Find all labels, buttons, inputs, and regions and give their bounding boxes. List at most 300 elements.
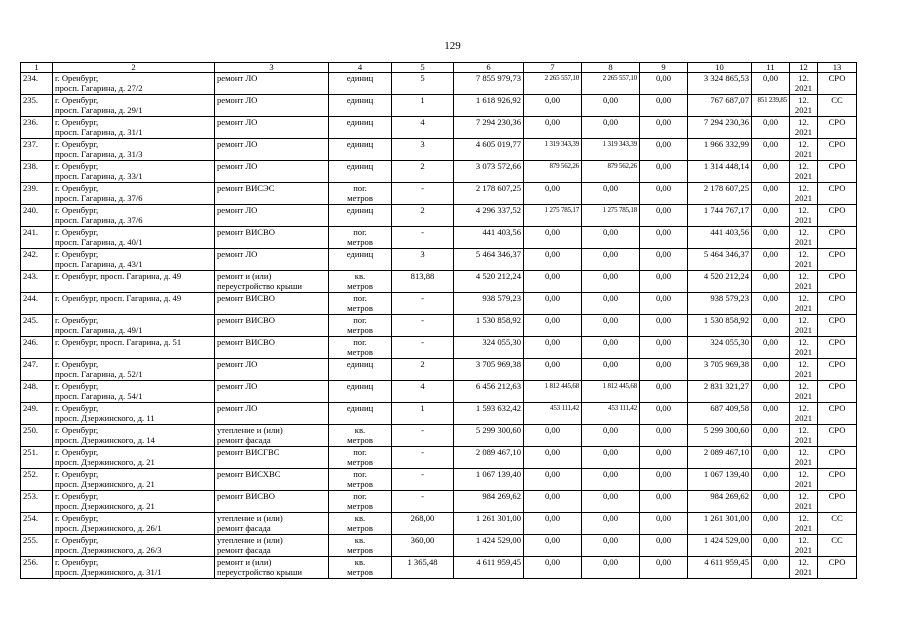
fund-cell-10: 441 403,56 <box>688 227 752 249</box>
work-line: ремонт ЛО <box>217 161 258 171</box>
work-type-cell <box>215 447 329 469</box>
unit-cell <box>329 381 392 403</box>
unit-line: метров <box>347 457 373 467</box>
fund-cell-11: 0,00 <box>752 205 790 227</box>
quantity-cell: - <box>392 447 454 469</box>
fund-cell-9: 0,00 <box>640 139 688 161</box>
date-line: 2021 <box>794 413 813 423</box>
date-line: 2021 <box>794 171 813 181</box>
method-cell: СРО <box>818 403 857 425</box>
date-line: 12. <box>798 249 809 259</box>
table-row <box>21 205 857 227</box>
total-cost-cell: 7 855 979,73 <box>454 73 524 95</box>
table-row <box>21 161 857 183</box>
fund-cell-8: 0,00 <box>582 337 640 359</box>
fund-cell-8: 0,00 <box>582 513 640 535</box>
work-type-cell <box>215 557 329 579</box>
date-line: 2021 <box>794 567 813 577</box>
fund-cell-10: 4 611 959,45 <box>688 557 752 579</box>
completion-date-cell <box>790 337 818 359</box>
fund-cell-7: 0,00 <box>524 513 582 535</box>
date-line: 2021 <box>794 325 813 335</box>
fund-cell-11: 0,00 <box>752 491 790 513</box>
work-line: ремонт фасада <box>217 435 271 445</box>
unit-cell <box>329 161 392 183</box>
unit-line: пог. <box>353 491 367 501</box>
unit-cell <box>329 183 392 205</box>
row-number-cell: 237. <box>21 139 53 161</box>
total-cost-cell: 4 611 959,45 <box>454 557 524 579</box>
unit-line: единиц <box>346 139 374 149</box>
fund-cell-7: 0,00 <box>524 469 582 491</box>
quantity-cell: 360,00 <box>392 535 454 557</box>
method-cell: СРО <box>818 337 857 359</box>
total-cost-cell: 324 055,30 <box>454 337 524 359</box>
table-row <box>21 227 857 249</box>
fund-cell-7: 453 111,42 <box>524 403 582 425</box>
fund-cell-8: 0,00 <box>582 491 640 513</box>
method-cell: СРО <box>818 469 857 491</box>
addr-line: просп. Гагарина, д. 43/1 <box>55 259 143 269</box>
fund-cell-11: 0,00 <box>752 403 790 425</box>
table-row <box>21 425 857 447</box>
column-header: 3 <box>215 63 329 73</box>
fund-cell-10: 4 520 212,24 <box>688 271 752 293</box>
unit-line: метров <box>347 347 373 357</box>
fund-cell-11: 0,00 <box>752 139 790 161</box>
work-line: ремонт ВИСВО <box>217 491 275 501</box>
unit-cell <box>329 491 392 513</box>
column-header: 10 <box>688 63 752 73</box>
work-type-cell <box>215 535 329 557</box>
row-number-cell: 244. <box>21 293 53 315</box>
work-line: утепление и (или) <box>217 513 283 523</box>
unit-cell <box>329 403 392 425</box>
method-cell: СРО <box>818 249 857 271</box>
row-number-cell: 247. <box>21 359 53 381</box>
date-line: 12. <box>798 425 809 435</box>
fund-cell-7: 0,00 <box>524 315 582 337</box>
address-cell <box>53 315 215 337</box>
unit-cell <box>329 337 392 359</box>
fund-cell-10: 687 409,58 <box>688 403 752 425</box>
addr-line: г. Оренбург, <box>55 315 99 325</box>
table-row <box>21 271 857 293</box>
method-cell: СРО <box>818 425 857 447</box>
fund-cell-9: 0,00 <box>640 315 688 337</box>
addr-line: г. Оренбург, <box>55 447 99 457</box>
addr-line: г. Оренбург, <box>55 403 99 413</box>
fund-cell-11: 0,00 <box>752 535 790 557</box>
fund-cell-8: 0,00 <box>582 359 640 381</box>
addr-line: просп. Гагарина, д. 33/1 <box>55 171 143 181</box>
unit-cell <box>329 513 392 535</box>
address-cell <box>53 403 215 425</box>
work-type-cell <box>215 381 329 403</box>
table-row <box>21 513 857 535</box>
address-cell <box>53 425 215 447</box>
date-line: 12. <box>798 491 809 501</box>
work-type-cell <box>215 403 329 425</box>
table-row <box>21 381 857 403</box>
quantity-cell: 3 <box>392 139 454 161</box>
work-type-cell <box>215 117 329 139</box>
completion-date-cell <box>790 403 818 425</box>
completion-date-cell <box>790 271 818 293</box>
addr-line: г. Оренбург, <box>55 139 99 149</box>
table-row <box>21 183 857 205</box>
fund-cell-7: 0,00 <box>524 337 582 359</box>
completion-date-cell <box>790 227 818 249</box>
fund-cell-10: 938 579,23 <box>688 293 752 315</box>
work-type-cell <box>215 73 329 95</box>
table-row <box>21 139 857 161</box>
fund-cell-9: 0,00 <box>640 293 688 315</box>
date-line: 12. <box>798 117 809 127</box>
unit-line: единиц <box>346 161 374 171</box>
method-cell: СРО <box>818 73 857 95</box>
completion-date-cell <box>790 205 818 227</box>
row-number-cell: 246. <box>21 337 53 359</box>
date-line: 2021 <box>794 303 813 313</box>
fund-cell-11: 0,00 <box>752 73 790 95</box>
date-line: 12. <box>798 183 809 193</box>
quantity-cell: - <box>392 183 454 205</box>
fund-cell-11: 0,00 <box>752 447 790 469</box>
work-type-cell <box>215 359 329 381</box>
unit-cell <box>329 359 392 381</box>
addr-line: просп. Дзержинского, д. 31/1 <box>55 567 162 577</box>
addr-line: г. Оренбург, <box>55 535 99 545</box>
fund-cell-8: 0,00 <box>582 117 640 139</box>
quantity-cell: - <box>392 293 454 315</box>
total-cost-cell: 4 605 019,77 <box>454 139 524 161</box>
total-cost-cell: 4 520 212,24 <box>454 271 524 293</box>
date-line: 12. <box>798 513 809 523</box>
fund-cell-9: 0,00 <box>640 469 688 491</box>
quantity-cell: - <box>392 227 454 249</box>
method-cell: СРО <box>818 491 857 513</box>
completion-date-cell <box>790 447 818 469</box>
work-type-cell <box>215 139 329 161</box>
table-row <box>21 337 857 359</box>
unit-cell <box>329 425 392 447</box>
unit-line: пог. <box>353 227 367 237</box>
unit-cell <box>329 315 392 337</box>
fund-cell-9: 0,00 <box>640 337 688 359</box>
work-line: ремонт ВИСВО <box>217 315 275 325</box>
fund-cell-8: 0,00 <box>582 95 640 117</box>
fund-cell-10: 7 294 230,36 <box>688 117 752 139</box>
fund-cell-7: 0,00 <box>524 557 582 579</box>
quantity-cell: 4 <box>392 117 454 139</box>
fund-cell-7: 0,00 <box>524 117 582 139</box>
date-line: 12. <box>798 95 809 105</box>
method-cell: СРО <box>818 183 857 205</box>
work-line: ремонт ВИСХВС <box>217 469 281 479</box>
completion-date-cell <box>790 293 818 315</box>
fund-cell-7: 879 562,26 <box>524 161 582 183</box>
total-cost-cell: 7 294 230,36 <box>454 117 524 139</box>
fund-cell-9: 0,00 <box>640 557 688 579</box>
quantity-cell: 2 <box>392 161 454 183</box>
fund-cell-7: 0,00 <box>524 447 582 469</box>
addr-line: просп. Дзержинского, д. 26/1 <box>55 523 162 533</box>
address-cell <box>53 117 215 139</box>
row-number-cell: 254. <box>21 513 53 535</box>
fund-cell-7: 0,00 <box>524 359 582 381</box>
row-number-cell: 234. <box>21 73 53 95</box>
table-row <box>21 315 857 337</box>
fund-cell-10: 1 966 332,99 <box>688 139 752 161</box>
fund-cell-11: 0,00 <box>752 557 790 579</box>
row-number-cell: 242. <box>21 249 53 271</box>
completion-date-cell <box>790 73 818 95</box>
address-cell <box>53 227 215 249</box>
fund-cell-7: 0,00 <box>524 535 582 557</box>
fund-cell-7: 0,00 <box>524 95 582 117</box>
completion-date-cell <box>790 359 818 381</box>
fund-cell-7: 0,00 <box>524 183 582 205</box>
fund-cell-9: 0,00 <box>640 491 688 513</box>
addr-line: просп. Дзержинского, д. 11 <box>55 413 155 423</box>
work-line: ремонт ВИСВО <box>217 337 275 347</box>
address-cell <box>53 535 215 557</box>
date-line: 12. <box>798 447 809 457</box>
addr-line: г. Оренбург, <box>55 205 99 215</box>
unit-cell <box>329 227 392 249</box>
fund-cell-8: 0,00 <box>582 425 640 447</box>
fund-cell-10: 984 269,62 <box>688 491 752 513</box>
completion-date-cell <box>790 425 818 447</box>
row-number-cell: 239. <box>21 183 53 205</box>
quantity-cell: 2 <box>392 359 454 381</box>
date-line: 12. <box>798 73 809 83</box>
unit-cell <box>329 557 392 579</box>
fund-cell-9: 0,00 <box>640 271 688 293</box>
unit-line: метров <box>347 523 373 533</box>
addr-line: просп. Гагарина, д. 27/2 <box>55 83 143 93</box>
quantity-cell: 1 <box>392 403 454 425</box>
column-header: 8 <box>582 63 640 73</box>
total-cost-cell: 4 296 337,52 <box>454 205 524 227</box>
fund-cell-7: 0,00 <box>524 491 582 513</box>
addr-line: г. Оренбург, <box>55 513 99 523</box>
date-line: 2021 <box>794 105 813 115</box>
quantity-cell: 4 <box>392 381 454 403</box>
fund-cell-9: 0,00 <box>640 425 688 447</box>
fund-cell-7: 0,00 <box>524 293 582 315</box>
total-cost-cell: 6 456 212,63 <box>454 381 524 403</box>
fund-cell-11: 0,00 <box>752 249 790 271</box>
address-cell <box>53 73 215 95</box>
unit-line: кв. <box>354 535 366 545</box>
date-line: 2021 <box>794 83 813 93</box>
unit-cell <box>329 249 392 271</box>
fund-cell-9: 0,00 <box>640 161 688 183</box>
completion-date-cell <box>790 161 818 183</box>
table-row <box>21 535 857 557</box>
addr-line: просп. Гагарина, д. 49/1 <box>55 325 143 335</box>
work-line: ремонт ЛО <box>217 381 258 391</box>
fund-cell-9: 0,00 <box>640 205 688 227</box>
work-line: утепление и (или) <box>217 535 283 545</box>
addr-line: просп. Гагарина, д. 37/6 <box>55 193 143 203</box>
quantity-cell: - <box>392 337 454 359</box>
addr-line: г. Оренбург, <box>55 227 99 237</box>
fund-cell-9: 0,00 <box>640 249 688 271</box>
method-cell: СРО <box>818 315 857 337</box>
fund-cell-9: 0,00 <box>640 447 688 469</box>
addr-line: просп. Гагарина, д. 29/1 <box>55 105 143 115</box>
date-line: 2021 <box>794 193 813 203</box>
fund-cell-9: 0,00 <box>640 73 688 95</box>
addr-line: просп. Дзержинского, д. 21 <box>55 457 155 467</box>
total-cost-cell: 5 299 300,60 <box>454 425 524 447</box>
work-type-cell <box>215 271 329 293</box>
addr-line: г. Оренбург, просп. Гагарина, д. 51 <box>55 337 182 347</box>
total-cost-cell: 938 579,23 <box>454 293 524 315</box>
unit-cell <box>329 469 392 491</box>
fund-cell-7: 1 319 343,39 <box>524 139 582 161</box>
unit-line: единиц <box>346 117 374 127</box>
address-cell <box>53 249 215 271</box>
fund-cell-11: 0,00 <box>752 425 790 447</box>
addr-line: просп. Гагарина, д. 31/3 <box>55 149 143 159</box>
address-cell <box>53 95 215 117</box>
addr-line: просп. Дзержинского, д. 21 <box>55 479 155 489</box>
fund-cell-9: 0,00 <box>640 381 688 403</box>
fund-cell-10: 5 299 300,60 <box>688 425 752 447</box>
unit-line: метров <box>347 281 373 291</box>
table-row <box>21 293 857 315</box>
row-number-cell: 249. <box>21 403 53 425</box>
addr-line: г. Оренбург, <box>55 183 99 193</box>
fund-cell-10: 2 089 467,10 <box>688 447 752 469</box>
date-line: 2021 <box>794 259 813 269</box>
addr-line: просп. Дзержинского, д. 21 <box>55 501 155 511</box>
column-header: 12 <box>790 63 818 73</box>
work-line: ремонт ЛО <box>217 205 258 215</box>
completion-date-cell <box>790 381 818 403</box>
work-type-cell <box>215 205 329 227</box>
work-line: ремонт ЛО <box>217 95 258 105</box>
fund-cell-11: 0,00 <box>752 359 790 381</box>
fund-cell-7: 0,00 <box>524 425 582 447</box>
completion-date-cell <box>790 249 818 271</box>
unit-cell <box>329 205 392 227</box>
quantity-cell: 3 <box>392 249 454 271</box>
unit-line: метров <box>347 303 373 313</box>
fund-cell-8: 0,00 <box>582 557 640 579</box>
fund-cell-7: 0,00 <box>524 227 582 249</box>
quantity-cell: 1 365,48 <box>392 557 454 579</box>
unit-line: кв. <box>354 557 366 567</box>
work-line: ремонт и (или) <box>217 271 272 281</box>
row-number-cell: 252. <box>21 469 53 491</box>
addr-line: просп. Гагарина, д. 37/6 <box>55 215 143 225</box>
addr-line: просп. Гагарина, д. 54/1 <box>55 391 143 401</box>
quantity-cell: 813,88 <box>392 271 454 293</box>
date-line: 12. <box>798 359 809 369</box>
fund-cell-10: 1 314 448,14 <box>688 161 752 183</box>
unit-line: метров <box>347 501 373 511</box>
total-cost-cell: 2 178 607,25 <box>454 183 524 205</box>
method-cell: СРО <box>818 293 857 315</box>
quantity-cell: - <box>392 315 454 337</box>
work-line: ремонт ЛО <box>217 359 258 369</box>
fund-cell-11: 0,00 <box>752 227 790 249</box>
fund-cell-8: 453 111,42 <box>582 403 640 425</box>
date-line: 2021 <box>794 149 813 159</box>
method-cell: СС <box>818 95 857 117</box>
unit-line: кв. <box>354 513 366 523</box>
fund-cell-8: 0,00 <box>582 469 640 491</box>
row-number-cell: 238. <box>21 161 53 183</box>
total-cost-cell: 1 261 301,00 <box>454 513 524 535</box>
addr-line: г. Оренбург, <box>55 359 99 369</box>
address-cell <box>53 205 215 227</box>
date-line: 2021 <box>794 347 813 357</box>
table-row <box>21 95 857 117</box>
total-cost-cell: 3 073 572,66 <box>454 161 524 183</box>
column-header: 1 <box>21 63 53 73</box>
unit-line: единиц <box>346 381 374 391</box>
column-header: 13 <box>818 63 857 73</box>
work-type-cell <box>215 425 329 447</box>
unit-line: пог. <box>353 469 367 479</box>
row-number-cell: 251. <box>21 447 53 469</box>
table-row <box>21 491 857 513</box>
unit-line: метров <box>347 479 373 489</box>
work-line: ремонт ВИСВО <box>217 293 275 303</box>
fund-cell-10: 3 324 865,53 <box>688 73 752 95</box>
date-line: 12. <box>798 469 809 479</box>
date-line: 2021 <box>794 369 813 379</box>
fund-cell-9: 0,00 <box>640 403 688 425</box>
fund-cell-10: 5 464 346,37 <box>688 249 752 271</box>
method-cell: СРО <box>818 205 857 227</box>
completion-date-cell <box>790 117 818 139</box>
work-line: ремонт ВИСЭС <box>217 183 275 193</box>
addr-line: г. Оренбург, <box>55 469 99 479</box>
addr-line: г. Оренбург, <box>55 161 99 171</box>
fund-cell-8: 0,00 <box>582 293 640 315</box>
date-line: 12. <box>798 381 809 391</box>
unit-line: метров <box>347 325 373 335</box>
table-row <box>21 447 857 469</box>
fund-cell-10: 1 530 858,92 <box>688 315 752 337</box>
work-type-cell <box>215 293 329 315</box>
date-line: 12. <box>798 337 809 347</box>
addr-line: г. Оренбург, <box>55 95 99 105</box>
date-line: 12. <box>798 205 809 215</box>
date-line: 12. <box>798 403 809 413</box>
work-type-cell <box>215 161 329 183</box>
fund-cell-7: 0,00 <box>524 249 582 271</box>
fund-cell-11: 0,00 <box>752 293 790 315</box>
fund-cell-8: 1 319 343,39 <box>582 139 640 161</box>
fund-cell-11: 0,00 <box>752 161 790 183</box>
method-cell: СС <box>818 513 857 535</box>
column-header: 6 <box>454 63 524 73</box>
unit-line: пог. <box>353 447 367 457</box>
date-line: 2021 <box>794 281 813 291</box>
date-line: 2021 <box>794 479 813 489</box>
unit-cell <box>329 117 392 139</box>
addr-line: просп. Гагарина, д. 52/1 <box>55 369 143 379</box>
work-line: ремонт ЛО <box>217 249 258 259</box>
